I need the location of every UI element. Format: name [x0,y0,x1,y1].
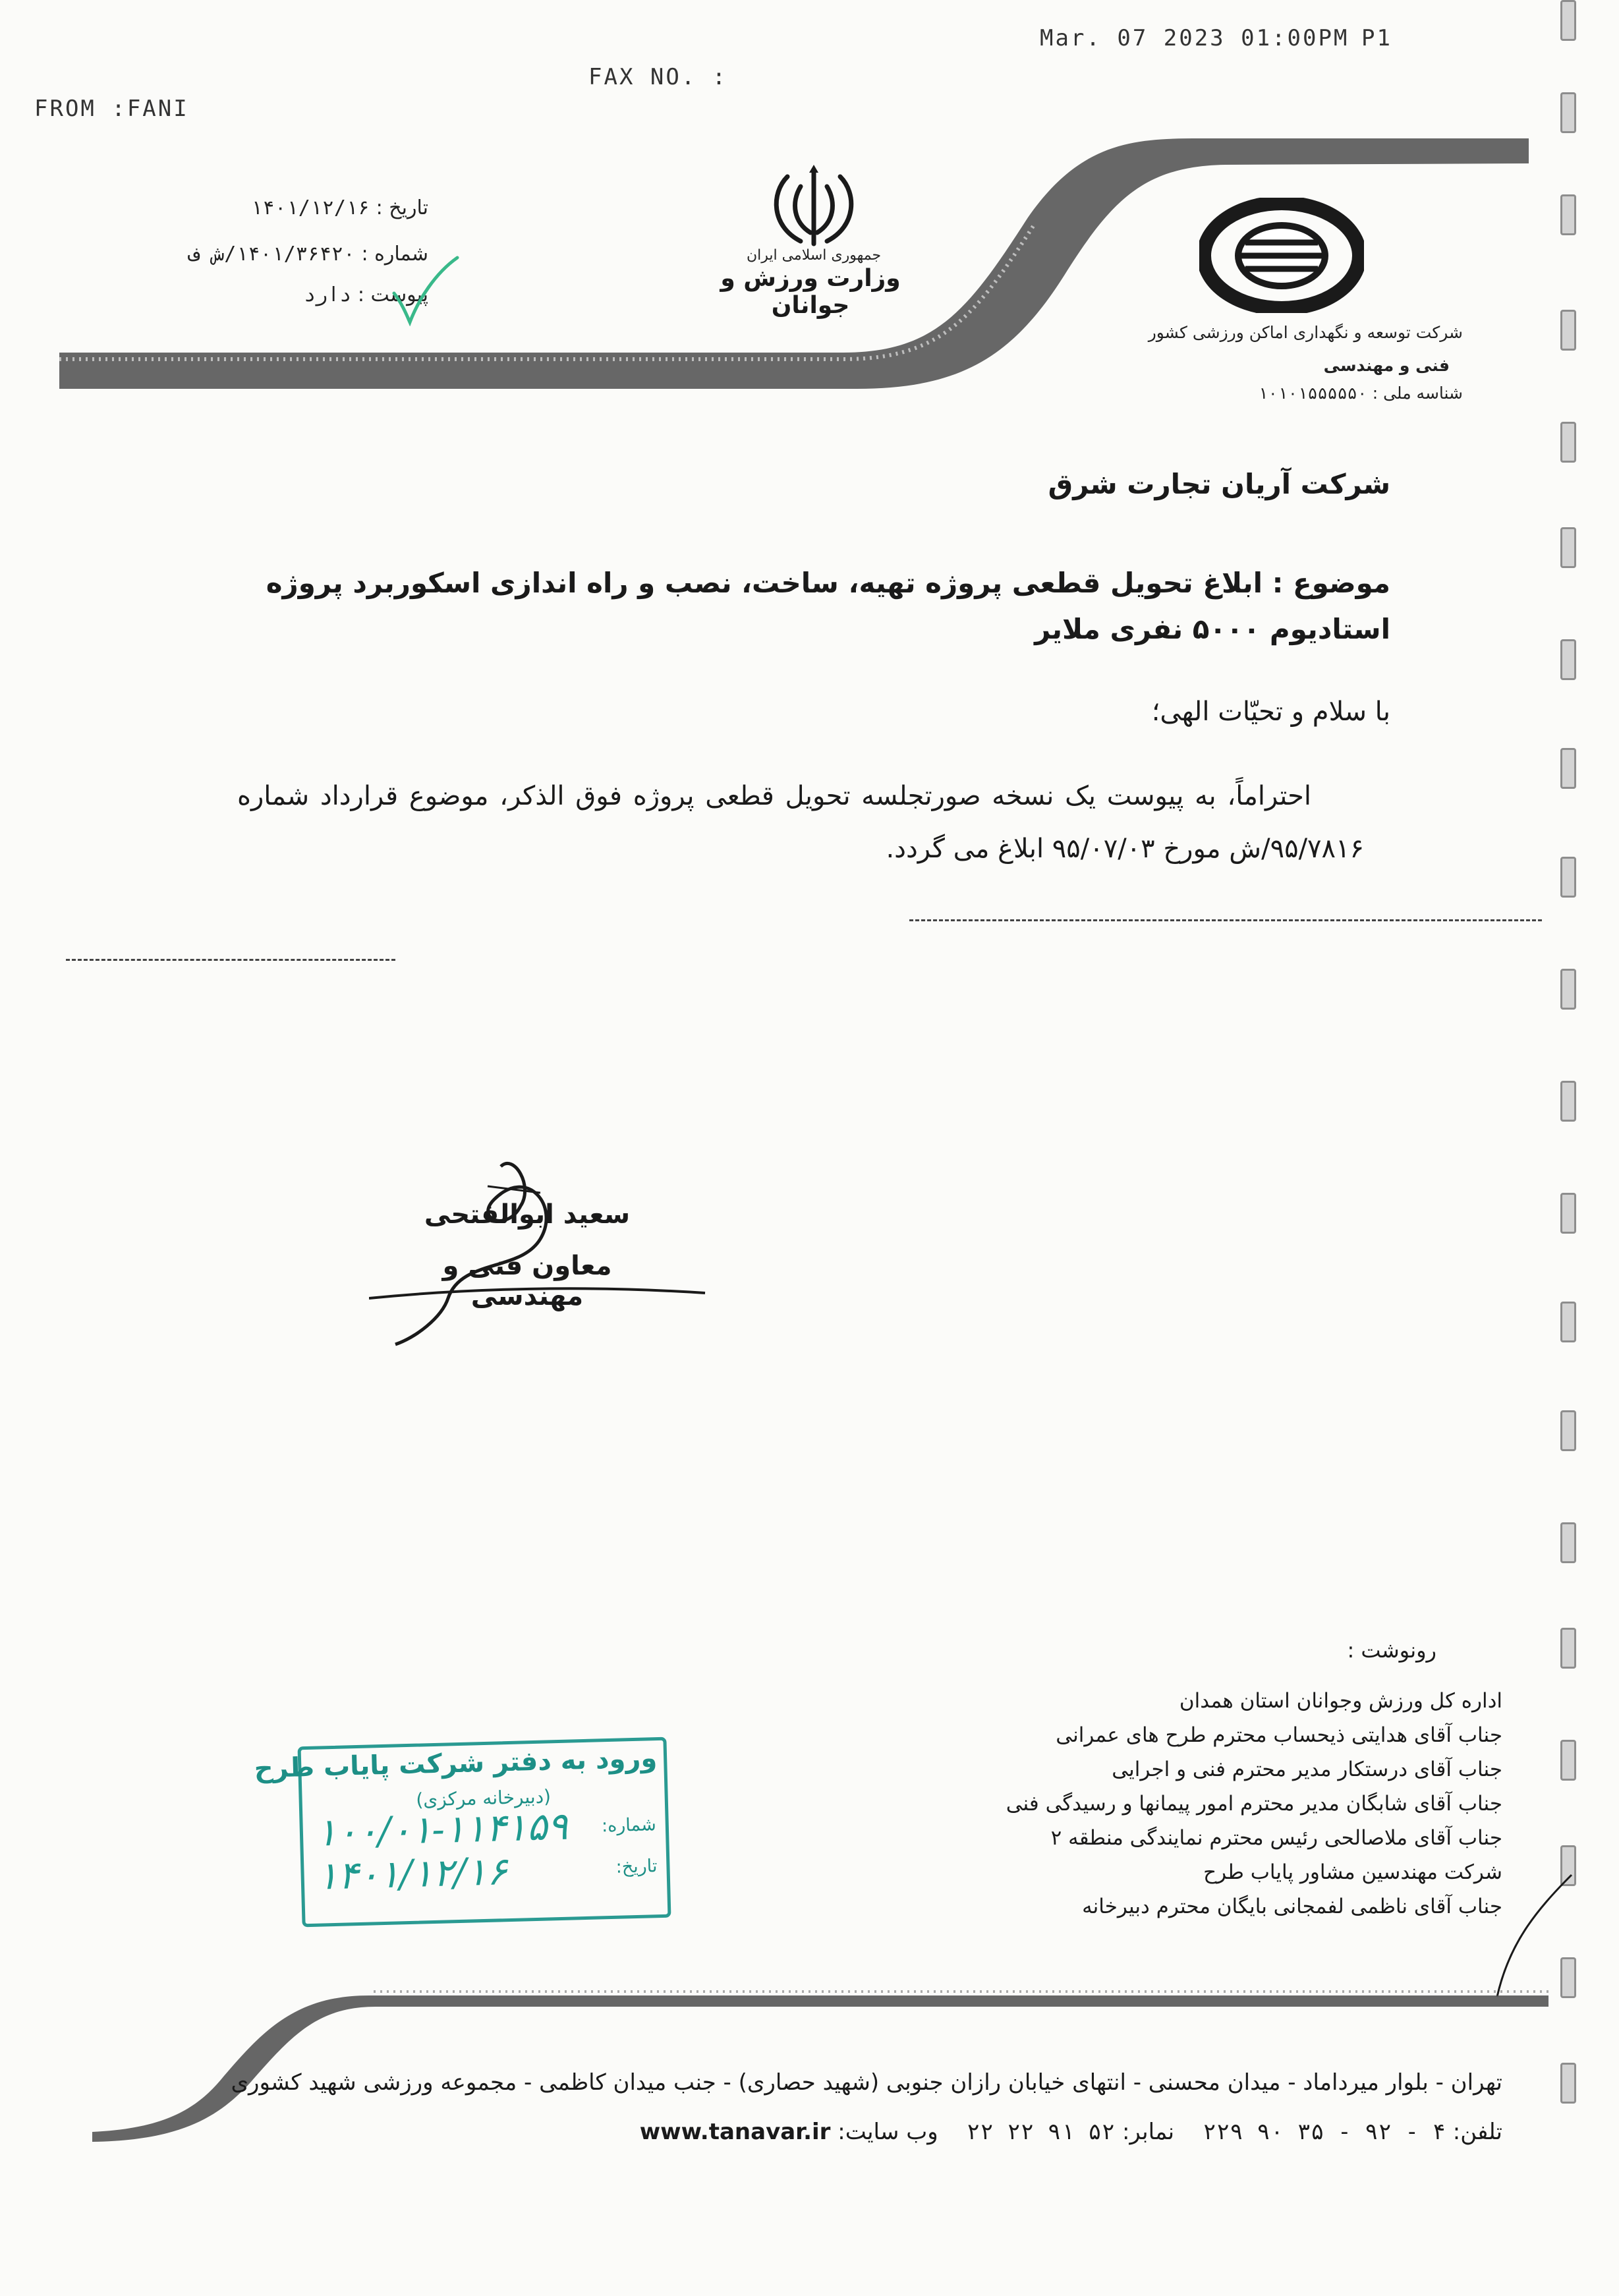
signer-title: معاون فنی و مهندسی [442,1251,612,1311]
footer-phone: ۴ - ۹۲ - ۳۵ ۹۰ ۲۲۹ [1203,2119,1446,2145]
stamp-subtitle: (دبیرخانه مرکزی) [415,1785,552,1811]
fax-number: FAX NO. : [588,64,728,90]
stamp-title: ورود به دفتر شرکت پایاب طرح [254,1743,658,1785]
cc-item: جناب آقای شابگان مدیر محترم امور پیمانها و رسیدگی فنی [1006,1792,1502,1816]
recipient: شرکت آریان تجارت شرق [1048,468,1390,500]
letter-attachment-label: پیوست : [357,283,428,306]
stamp-number-label: شماره: [601,1814,657,1837]
letter-number-value: ۱۴۰۱/۳۶۴۲۰/ش ف [188,243,355,266]
fax-page: P1 [1361,25,1392,51]
signer-name: سعید ابوالفتحی [424,1199,631,1230]
letter-date-field [132,196,428,219]
subject: موضوع : ابلاغ تحویل قطعی پروژه تهیه، ساخت، نصب و راه اندازی اسکوربرد پروژه استادیوم ۵۰۰۰ نفری ملایر [266,567,1390,645]
letter-date-label: تاریخ : [376,196,428,219]
footer-fax-label: نمابر: [1122,2119,1175,2145]
company-name-line2: فنی و مهندسی [1323,356,1450,375]
letter-number-label: شماره : [361,243,428,266]
footer-website-label: وب سایت: [838,2119,938,2145]
national-id-row [1094,384,1463,403]
stamp-number-value: ۱۰۰/۰۱-۱۱۴۱۵۹ [316,1803,569,1855]
company-name-line1: شرکت توسعه و نگهداری اماکن ورزشی کشور [1148,323,1463,342]
cc-item: جناب آقای ناظمی لفمجانی بایگان محترم دبیرخانه [1082,1895,1502,1918]
letter-number-field [79,243,428,266]
footer-fax: ۵۲ ۹۱ ۲۲ ۲۲ [966,2119,1116,2145]
registry-stamp [254,1737,671,1928]
footer-website-link[interactable]: www.tanavar.ir [639,2119,831,2145]
national-id-label: شناسه ملی : [1372,384,1463,403]
body-paragraph: احتراماً، به پیوست یک نسخه صورتجلسه تحویل قطعی پروژه فوق الذکر، موضوع قرارداد شماره ۹۵/۷۸۱۶/ش مورخ ۹۵/۰۷/۰۳ ابلاغ می گردد. [237,781,1364,864]
footer-contact [514,2119,1502,2145]
cc-item: جناب آقای درستکار مدیر محترم فنی و اجرایی [1112,1758,1502,1781]
footer-address: تهران - بلوار میرداماد - میدان محسنی - انتهای خیابان رازان جنوبی (شهید حصاری) - جنب میدان کاظمی - مجموعه ورزشی شهید کشوری [231,2069,1502,2096]
company-logo-icon [1199,198,1364,313]
ministry-name: وزارت ورزش و جوانان [720,265,901,319]
cc-title: رونوشت : [1347,1638,1436,1663]
stamp-date-value: ۱۴۰۱/۱۲/۱۶ [316,1849,508,1899]
ministry-small-text: جمهوری اسلامی ایران [746,247,882,264]
cc-item: شرکت مهندسین مشاور پایاب طرح [1203,1860,1502,1884]
iran-emblem-icon [764,163,863,252]
footer-phone-label: تلفن: [1452,2119,1502,2145]
divider-right [909,919,1542,921]
fax-from: FROM :FANI [34,96,189,122]
greeting: با سلام و تحیّات الهی؛ [1151,697,1390,727]
cc-list [725,1684,1502,1924]
cc-item: اداره کل ورزش وجوانان استان همدان [1179,1689,1502,1713]
letter-date-value: ۱۴۰۱/۱۲/۱۶ [250,196,370,219]
divider-left [66,959,395,961]
letter-attachment-value: دارد [304,283,352,306]
letter-attachment-field [132,283,428,306]
national-id-value: ۱۰۱۰۱۵۵۵۵۵۰ [1258,384,1367,403]
cc-item: جناب آقای هدایتی ذیحساب محترم طرح های عمرانی [1056,1723,1502,1747]
stamp-date-label: تاریخ: [615,1856,658,1878]
cc-item: جناب آقای ملاصالحی رئیس محترم نمایندگی منطقه ۲ [1050,1826,1502,1850]
checkmark-icon [389,254,461,326]
signature-scribble [369,1147,712,1351]
fax-datetime: Mar. 07 2023 01:00PM [1040,25,1349,51]
